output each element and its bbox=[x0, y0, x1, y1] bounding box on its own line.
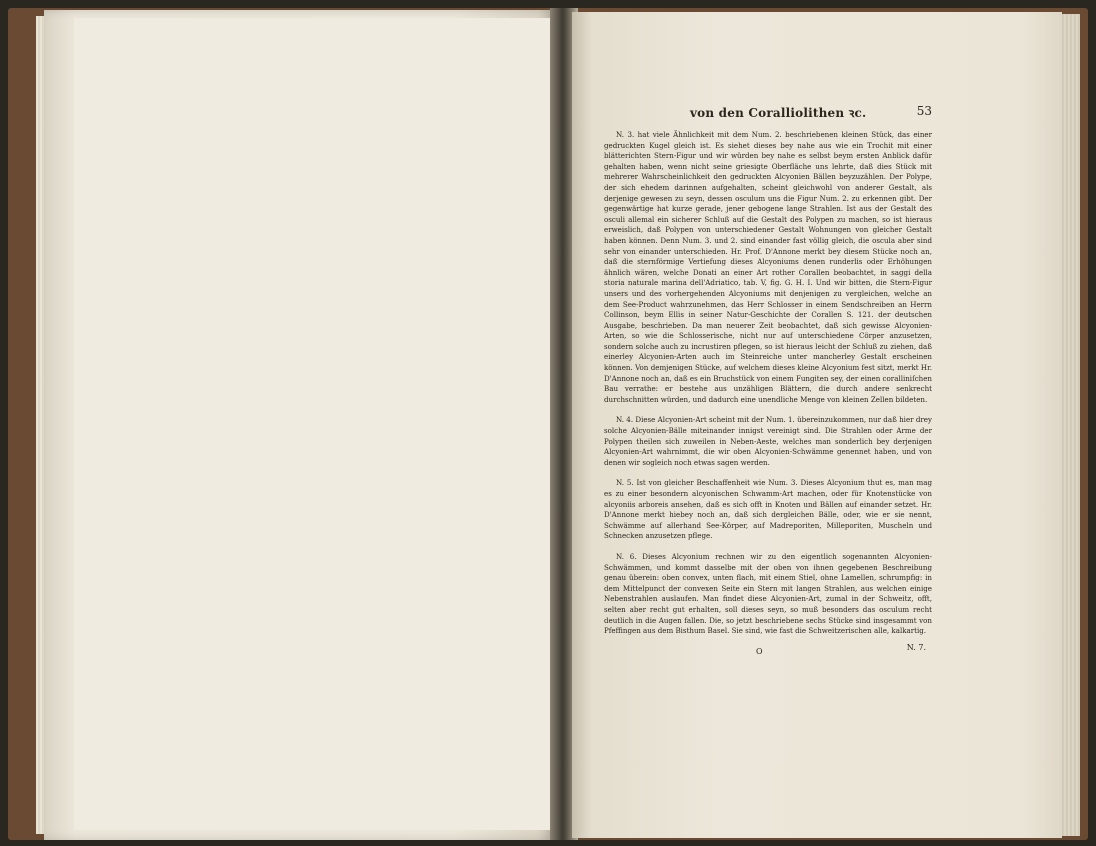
paragraph-n5: N. 5. Ist von gleicher Beschaffenheit wie Num. 3. Dieses Alcyonium thut es, man mag es zu einer besondern alcyonischen Schwamm-Art machen, oder für Knotenstücke von alcyoniis arboreis ansehen, daß es sich offt in Knoten und Bällen auf einander setzet. Hr. D'Annone merkt hiebey noch an, daß sich dergleichen Bälle, oder, wie er sie nennt, Schwämme auf allerhand See-Körper, auf Madreporiten, Milleporiten, Muscheln und Schnecken anzusetzen pflege. bbox=[604, 478, 932, 541]
running-title: von den Coralliolithen ꝛc. bbox=[690, 106, 867, 120]
signature-mark: O bbox=[756, 646, 763, 656]
catchword: N. 7. bbox=[906, 642, 926, 652]
page-text bbox=[604, 104, 932, 661]
paragraph-n3: N. 3. hat viele Ähnlichkeit mit dem Num. 2. beschriebenen kleinen Stück, das einer gedruckten Kugel gleich ist. Es siehet dieses bey nahe aus wie ein Trochit mit einer blätterichten Stern-Figur und wir würden bey nahe es selbst beym ersten Anblick dafür gehalten haben, wenn nicht seine griesigte Oberfläche uns lehrte, daß dies Stück mit mehrerer Wahrscheinlichkeit den gedruckten Alcyonien Bällen beyzuzählen. Der Polype, der sich ehedem darinnen aufgehalten, scheint gleichwohl von anderer Gestalt, als derjenige gewesen zu seyn, dessen osculum uns die Figur Num. 2. zu erkennen gibt. Der gegenwärtige hat kurze gerade, jener gebogene lange Strahlen. Ist aus der Gestalt des osculi allemal ein sicherer Schluß auf die Gestalt des Polypen zu machen, so ist hieraus erweislich, daß Polypen von unterschiedener Gestalt Wohnungen von gleicher Gestalt haben können. Denn Num. 3. und 2. sind einander fast völlig gleich, die oscula aber sind sehr von einander unterschieden. Hr. Prof. D'Annone merkt bey diesem Stücke noch an, daß die sternförmige Vertiefung dieses Alcyoniums denen runderlis oder Erhöhungen ähnlich wären, welche Donati an einer Art rother Corallen beobachtet, in saggi della storia naturale marina dell'Adriatico, tab. V, fig. G. H. I. Und wir bitten, die Stern-Figur unsers und des vorhergehenden Alcyoniums mit denjenigen zu vergleichen, welche an dem See-Product wahrzunehmen, das Herr Schlosser in einem Sendschreiben an Herrn Collinson, beym Ellis in seiner Natur-Geschichte der Corallen S. 121. der deutschen Ausgabe, beschrieben. Da man neuerer Zeit beobachtet, daß sich gewisse Alcyonien-Arten, so wie die Schlosserische, nicht nur auf unterschiedene Cörper anzusetzen, sondern solche auch zu incrustiren pflegen, so ist hieraus leicht der Schluß zu ziehen, daß einerley Alcyonien-Arten auch im Steinreiche unter mancherley Gestalt erscheinen können. Von demjenigen Stücke, auf welchem dieses kleine Alcyonium fest sitzt, merkt Hr. D'Annone noch an, daß es ein Bruchstück von einem Fungiten sey, der einen coralliniſchen Bau verrathe: er bestehe aus unzähligen Blättern, die durch andere senkrecht durchschnitten würden, und dadurch eine unendliche Menge von kleinen Zellen bildeten. bbox=[604, 130, 932, 404]
page-footer bbox=[604, 642, 932, 661]
paragraph-n4: N. 4. Diese Alcyonien-Art scheint mit der Num. 1. übereinzukommen, nur daß hier drey solche Alcyonien-Bälle miteinander innigst vereinigt sind. Die Strahlen oder Arme der Polypen theilen sich zuweilen in Neben-Aeste, welches man sonderlich bey derjenigen Alcyonien-Art wahrnimmt, die wir oben Alcyonien-Schwämme genennet haben, und von denen wir sogleich noch etwas sagen werden. bbox=[604, 415, 932, 467]
page-header bbox=[604, 104, 932, 124]
right-page-edges bbox=[1060, 14, 1080, 836]
paragraph-n6: N. 6. Dieses Alcyonium rechnen wir zu den eigentlich sogenannten Alcyonien-Schwämmen, und kommt dasselbe mit der oben von ihnen gegebenen Beschreibung genau überein: oben convex, unten flach, mit einem Stiel, ohne Lamellen, schrumpfig: in dem Mittelpunct der convexen Seite ein Stern mit langen Strahlen, aus welchen einige Nebenstrahlen auslaufen. Man findet diese Alcyonien-Art, zumal in der Schweitz, offt, selten aber recht gut erhalten, soll dieses seyn, so muß besonders das osculum recht deutlich in die Augen fallen. Die, so jetzt beschriebene sechs Stücke sind insgesammt von Pfeffingen aus dem Bisthum Basel. Sie sind, wie fast die Schweitzerischen alle, kalkartig. bbox=[604, 551, 932, 636]
page-number: 53 bbox=[916, 104, 932, 118]
blank-plate-impression bbox=[74, 18, 550, 830]
